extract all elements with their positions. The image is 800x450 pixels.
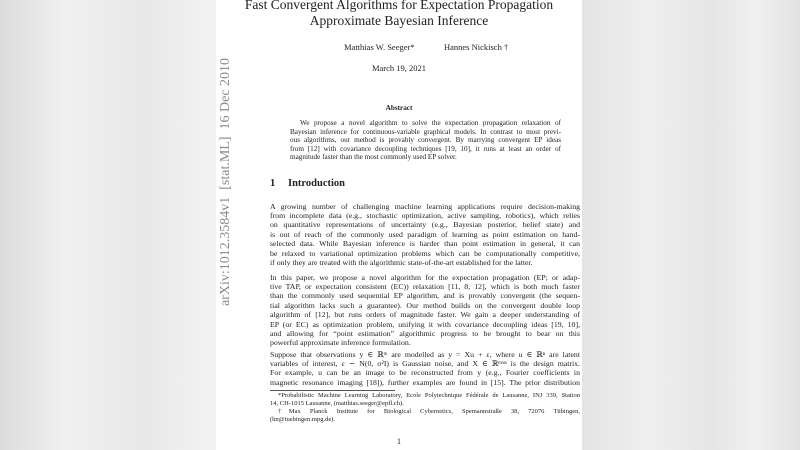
body-line: tive TAP, or expectation consistent (EC)) relaxation [11, 8, 12], which is both much faster [270,281,580,291]
footnote-line: 14, CH-1015 Lausanne, (matthias.seeger@epfl.ch). [270,400,404,407]
page-number: 1 [397,437,401,446]
body-line: In this paper, we propose a novel algorithm for the expectation propagation (EP; or adap- [270,272,580,282]
arxiv-stamp: arXiv:1012.3584v1 [stat.ML] 16 Dec 2010 [218,57,233,307]
abstract-line: ous algorithms, our method is provably convergent. By marrying convergent EP ideas [290,136,561,145]
abstract-line: We propose a novel algorithm to solve the expectation propagation relaxation of [300,119,561,127]
body-line: on quantitative representations of uncertainty (e.g., Bayesian posterior, belief state) and [270,220,580,230]
abstract-line: Bayesian inference for continuous-variable graphical models. In contrast to most previ- [290,127,561,136]
body-line: A growing number of challenging machine learning applications require decision-making [270,201,580,211]
section-number: 1 [270,178,276,189]
body-line: selected data. While Bayesian inference is harder than point estimation in general, it can [270,239,580,249]
abstract-line: magnitude faster than the most commonly used EP solver. [290,153,457,162]
body-line: powerful approximate inference formulation. [270,338,411,348]
body-line: if only they are treated with the algorithmic state-of-the-art established for the latter. [270,257,533,267]
body-line: magnetic resonance imaging [18]), further examples are found in [15]. The prior distribution [270,377,580,387]
background-right [582,0,800,450]
body-line: is out of reach of the commonly used paradigm of learning as point estimation on hand- [270,229,580,239]
body-line: algorithm of [12], but runs orders of magnitude faster. We gain a deeper understanding of [270,310,580,320]
title-line-1: Fast Convergent Algorithms for Expectation Propagation [244,0,554,12]
body-line: EP (or EC) as optimization problem, unifying it with covariance decoupling ideas [19, 10], [270,319,580,329]
body-line: For example, u can be an image to be reconstructed from y (e.g., Fourier coefficients in [270,368,580,378]
footnote-rule [270,390,395,391]
date: March 19, 2021 [371,63,427,73]
title-line-2: Approximate Bayesian Inference [309,13,489,28]
body-line: be relaxed to variational optimization problems which can be computationally competitive, [270,248,580,258]
footnote-line: †Max Planck Institute for Biological Cybernetics, Spemannstraße 38, 72076 Tübingen, [278,408,580,415]
paper-page [216,0,582,450]
footnote-line: (hn@tuebingen.mpg.de). [270,416,336,423]
body-line: from incomplete data (e.g., stochastic optimization, active sampling, robotics), which relies [270,210,580,220]
body-line: Suppose that observations y ∈ ℝᵐ are modelled as y = Xu + ε, where u ∈ ℝⁿ are latent [270,349,580,359]
body-line: and allowing for “point estimation” algorithmic progress to be brought to bear on this [270,328,580,338]
body-line: variables of interest, ε ∼ N(0, σ²I) is Gaussian noise, and X ∈ ℝᵐˣⁿ is the design matrix. [270,358,580,368]
section-title: Introduction [288,178,345,189]
body-line: tial algorithm lacks such a guarantee). Our method builds on the convergent double loop [270,300,580,310]
footnote-line: *Probabilistic Machine Learning Laboratory, Ecole Polytechnique Fédérale de Lausanne, INJ 339, Station [278,392,580,399]
abstract-heading: Abstract [385,104,413,112]
abstract-line: from [12] with covariance decoupling techniques [19, 10], it runs at least an order of [290,144,561,153]
author-2: Hannes Nickisch † [444,42,509,52]
author-1: Matthias W. Seeger* [344,42,415,52]
body-line: than the commonly used sequential EP algorithm, and is provably convergent (the sequen- [270,291,580,301]
